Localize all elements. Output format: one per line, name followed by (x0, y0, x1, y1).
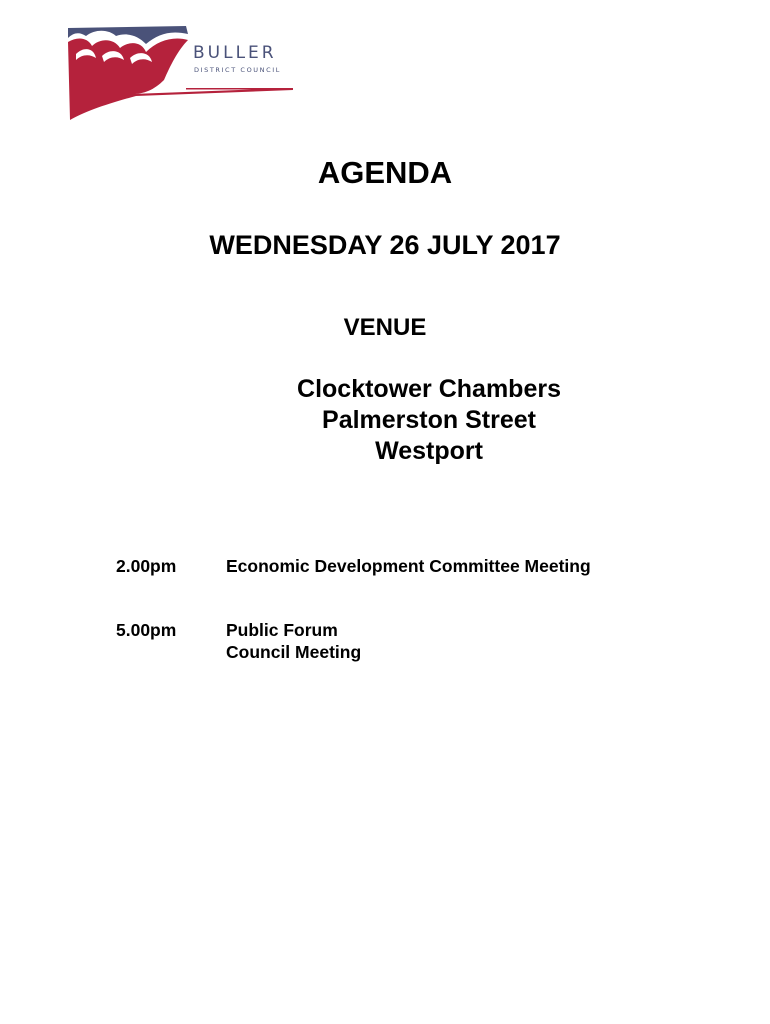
council-logo (66, 24, 296, 124)
document-title: AGENDA (317, 155, 453, 190)
meeting-date: WEDNESDAY 26 JULY 2017 (209, 230, 561, 260)
schedule-entry: Economic Development Committee Meeting (226, 556, 591, 576)
schedule-description (226, 555, 591, 577)
venue-line: Palmerston Street (322, 406, 536, 434)
schedule-entry: Public Forum (226, 620, 338, 640)
venue-line: Westport (375, 437, 483, 465)
schedule-time: 2.00pm (116, 556, 177, 576)
schedule-time: 5.00pm (116, 620, 177, 640)
wave-logo-icon (66, 24, 296, 124)
venue-label: VENUE (343, 314, 427, 341)
logo-name: BULLER (193, 43, 277, 63)
logo-subtitle: DISTRICT COUNCIL (194, 66, 281, 74)
venue-line: Clocktower Chambers (297, 375, 561, 403)
schedule-description (226, 619, 361, 663)
schedule-entry: Council Meeting (226, 642, 362, 662)
